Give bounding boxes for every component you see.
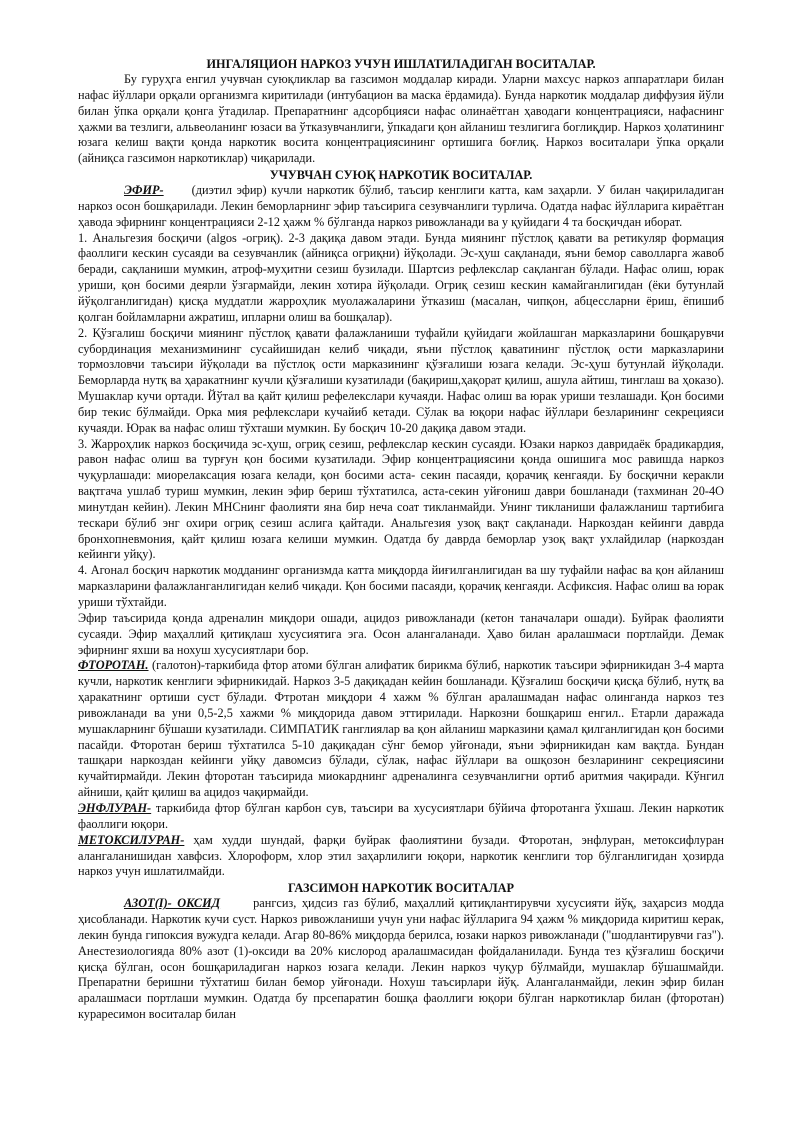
metoksiluran-text: ҳам худди шундай, фарқи буйрак фаолиятини бузади. Фторотан, энфлуран, метоксифлуран алангаланишидан хавфсиз. Хлороформ, хлор этил заҳарлилиги юқори, наркотик кенглиги тор бўлганлигидан ҳозирда наркоз учун ишлатилмайди. <box>78 832 725 879</box>
paragraph-azot <box>78 896 724 1023</box>
enfluran-text: таркибида фтор бўлган карбон сув, таъсири ва хусусиятлари бўйича фторотанга ўхшаш. Лекин наркотик фаоллиги юқори. <box>78 800 724 831</box>
ether-intro-text: (диэтил эфир) кучли наркотик бўлиб, таъсир кенглиги катта, кам заҳарли. У билан чақириладиган наркоз осон бошқарилади. Лекин беморларнинг эфир таъсирига сезувчанлиги турлича. Одатда нафас йўлларига кираётган ҳавода эфирнинг концентрацияси 2-12 ҳажм % бўлганда наркоз ривожланади ва у қуйидаги 4 та босқичдан иборат. <box>78 183 725 229</box>
paragraph-stage-1: 1. Анальгезия босқичи (algos -огриқ). 2-3 дақиқа давом этади. Бунда миянинг пўстлоқ қавати ва ретикуляр формация фаоллиги кескин сусаяди ва сезувчанлик (айниқса огриқни) йўқолади. Эс-ҳуш сақланади, яъни бемор саволларга жавоб беради, сақланиши мумкин, атроф-муҳитни сезиш бузилади. Шартсиз рефлекслар сақланган бўлади. Нафас олиш, юрак уриши, қон босими деярли ўзгармайди, лекин хотира йўқолади. Огриқ сезиш кескин камайганлигидан (ёки бутунлай йўқолганлигидан) қисқа муддатли жарроҳлик муолажаларини ўтказиш (масалан, чипқон, абцессларни ёриш, ёпишиб қолган бойламларни ажратиш, ипларни олиш ва бошқалар). <box>78 230 724 324</box>
section-title-volatile: УЧУВЧАН СУЮҚ НАРКОТИК ВОСИТАЛАР. <box>269 168 533 183</box>
paragraph-ftorotan <box>78 658 724 801</box>
paragraph-stage-4: 4. Агонал босқич наркотик модданинг организмда катта миқдорда йиғилганлигидан ва шу туфайли нафас ва қон айланиш марказларини фалажланганлигидан келиб чиқади. Қон босими пасаяди, қорачиқ кенгаяди. Асфиксия. Нафас олиш ва юрак уриши тўхтайди. <box>78 563 724 609</box>
paragraph-stage-3: 3. Жарроҳлик наркоз босқичида эс-ҳуш, огриқ сезиш, рефлекслар кескин сусаяди. Юзаки наркоз давридаёк брадикардия, равон нафас олиш ва турғун қон босими кузатилади. Эфир концентрациясини қонда ошишига мос равишда наркоз чуқурлашади: миорелаксация юзага келади, қон босими аста- секин пасаяди, қорачиқ кенгаяди. Бу босқични керакли вақтгача ушлаб туриш мумкин, лекин эфир бериш тўхтатилса, аста-секин уйғониш даври бошланади (тахминан 20-4О минутдан кейин). Лекин МНСнинг фаолияти яна бир неча соат тикланмайди. Унинг тикланиши фалажланиш тартибига тескари бўлиб энг охири огриқ сезиш аслига қайтади. Анальгезия узоқ вақт сақланади. Наркоздан кейинги даврда бронхопневмония, қайт қилиш юзага келиши мумкин. Одатда бу даврда беморлар узоқ вақт ухлайдилар (наркоздан кейинги уйқу). <box>78 436 724 562</box>
term-ether: ЭФИР- <box>124 183 164 198</box>
section-title-inhalation: ИНГАЛЯЦИОН НАРКОЗ УЧУН ИШЛАТИЛАДИГАН ВОСИТАЛАР. <box>206 57 596 71</box>
paragraph-enfluran <box>78 801 724 833</box>
paragraph-metoksiluran <box>78 833 724 881</box>
term-enfluran: ЭНФЛУРАН- <box>78 800 152 815</box>
paragraph-ether-intro <box>78 183 724 231</box>
paragraph-stage-2: 2. Қўзгалиш босқичи миянинг пўстлоқ қавати фалажланиши туфайли қуйидаги жойлашган марказларини бошқарувчи субординация механизмининг сусайишидан келиб чиқади, яъни пўстлоқ қаватининг пўстлоқ ости марказларини тормозловчи таъсири йўқолади ва пўстлоқ ости марказининг қўзғалиши юзага келади. Эс-ҳуш бутунлай йўқолади. Беморларда нутқ ва ҳаракатнинг кучли қўзғалиши кузатилади (бақириш,ҳақорат қилиш, ашула айтиш, тинглаш ва ҳоказо). Мушаклар кучи ортади. Йўтал ва қайт қилиш рефелекслари кучаяди. Нафас олиш ва юрак уриши тезлашади. Қон босими бир текис бўлмайди. Орка мия рефлекслари кучайиб кетади. Сўлак ва юқори нафас йўллари безларининг секрецияси кучаяди. Юрак ва нафас олиш тўхташи мумкин. Бу босқич 10-20 дақиқа давом этади. <box>78 325 724 435</box>
term-ftorotan: ФТОРОТАН. <box>78 658 149 673</box>
azot-text: рангсиз, ҳидсиз газ бўлиб, маҳаллий қитиқлантирувчи хусусияти йўқ, заҳарсиз модда ҳисобланади. Наркотик кучи суст. Наркоз ривожланиши учун уни нафас йўлларига 94 ҳажм % миқдорида киритиш керак, лекин бунда гипоксия вужудга келади. Агар 80-86% миқдорда берилса, юзаки наркоз ривожланади ("шодлантирувчи газ"). Анестезиологияда 80% азот (1)-оксиди ва 20% кислород аралашмасидан фойдаланилади. Бунда тез қўзғалиш босқичи қисқа бўлган, осон бошқариладиган наркоз юзага келади. Лекин наркоз чуқур бўлмайди, мушаклар бўшашмайди. Препаратни беришни тўхтатиш билан бемор уйғонади. Нохуш таъсирлари йўқ. Алангаланмайди, лекин эфир билан аралашмаси портлаши мумкин. Одатда бу прсепаратин бошқа фаоллиги юқори бўлган наркотиклар билан (фторотан) курареcимон воситалар билан <box>78 896 724 1022</box>
term-metoksiluran: МЕТОКСИЛУРАН- <box>78 832 185 847</box>
section-title-gas: ГАЗСИМОН НАРКОТИК ВОСИТАЛАР <box>287 881 515 896</box>
paragraph-inhalation-intro: Бу гуруҳга енгил учувчан суюқликлар ва газсимон моддалар киради. Уларни махсус наркоз аппаратлари билан нафас йўллари орқали организмга киритилади (интубацион ва маска ёрдамида). Бунда наркотик моддалар диффузия йўли билан ўпка орқали қонга ўтадилар. Препаратнинг адсорбцияси нафас олинаётган ҳаводаги концентрацияси, нафаснинг ҳажми ва тезлиги, альвеоланинг юзаси ва ўтказувчанлиги, ўпкадаги қон айланиш тезлигига боглиқдир. Наркоз ҳолатининг юзага келиш вақти қонда наркотик восита концентрациясининг ортишига боғлиқ. Наркоз воситалари ўпка орқали (айниқса газсимон наркотиклар) чиқарилади. <box>78 72 724 166</box>
paragraph-ether-effects: Эфир таъсирида қонда адреналин миқдори ошади, ацидоз ривожланади (кетон таначалари ошади). Буйрак фаолияти сусаяди. Эфир маҳаллий қитиқлаш хусусиятига эга. Осон алангаланади. Ҳаво билан аралашмаси портлайди. Демак эфирнинг яхши ва нохуш хусусиятлари бор. <box>78 610 724 657</box>
ftorotan-text: (галотон)-таркибида фтор атоми бўлган алифатик бирикма бўлиб, наркотик таъсири эфирникидан 3-4 марта кучли, наркотик кенглиги эфирникидай. Наркоз 3-5 дақиқадан кейин бошланади. Қўзғалиш босқичи қисқа бўлиб, нутқ ва ҳаракатнинг ортиши суст бўлади. Фтротан миқдори 4 хажм % бўлган аралашмадан нафас олинганда наркоз тез ривожланади ва уни 0,5-2,5 хажми % миқдорида давом эттирилади. Наркозни бошқариш енгил.. Етарли даражада мушакларнинг бўшаши кузатилади. СИМПАТИК ганглиялар ва қон айланиш марказини қамал қилганлигидан қон босими пасайди. Фторотан бериш тўхтатилса 5-10 дақиқадан сўнг бемор уйғонади, яъни эфирникидан кам вақтда. Бундан ташқари наркоздан кейинги уйқу давомсиз бўлади, сўлак, нафас йўллари ва ошқозон безларининг секрециясини кучайтирмайди. Лекин фторотан таъсирида миокарднинг адреналинга сезувчанлигни ортиб аритмия чақиради. Кўнгил айниши, қайт қилиш ва ацидоз чақирмайди. <box>78 658 724 800</box>
term-azot: АЗОТ(I)- ОКСИД <box>124 896 221 911</box>
